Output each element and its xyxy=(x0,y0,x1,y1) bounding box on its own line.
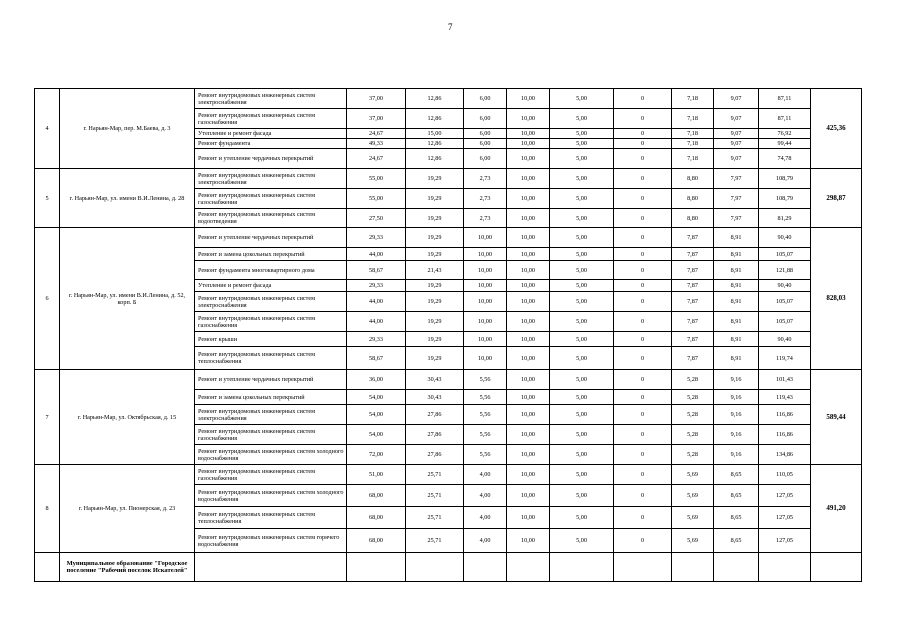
value-cell: 121,88 xyxy=(759,261,811,280)
value-cell: 30,43 xyxy=(406,390,464,405)
work-type-cell: Ремонт внутридомовых инженерных систем холодного водоснабжения xyxy=(195,445,347,465)
value-cell: 5,00 xyxy=(550,445,614,465)
value-cell: 2,73 xyxy=(464,209,507,228)
value-cell: 10,00 xyxy=(464,228,507,248)
total-cell: 589,44 xyxy=(811,370,862,465)
value-cell: 10,00 xyxy=(464,347,507,370)
value-cell: 0 xyxy=(614,445,672,465)
value-cell: 99,44 xyxy=(759,139,811,149)
table-row xyxy=(35,228,862,248)
work-type-cell: Ремонт внутридомовых инженерных систем теплоснабжения xyxy=(195,507,347,529)
value-cell: 0 xyxy=(614,292,672,312)
value-cell: 10,00 xyxy=(507,332,550,347)
value-cell: 19,29 xyxy=(406,347,464,370)
value-cell: 9,16 xyxy=(714,425,759,445)
value-cell: 0 xyxy=(614,189,672,209)
table-row xyxy=(35,465,862,485)
value-cell: 24,67 xyxy=(347,149,406,169)
row-index: 6 xyxy=(35,228,60,370)
value-cell: 8,65 xyxy=(714,507,759,529)
value-cell: 10,00 xyxy=(507,248,550,261)
value-cell: 7,18 xyxy=(672,139,714,149)
value-cell: 7,87 xyxy=(672,280,714,292)
work-type-cell: Ремонт внутридомовых инженерных систем газоснабжения xyxy=(195,312,347,332)
value-cell: 7,18 xyxy=(672,149,714,169)
value-cell: 5,69 xyxy=(672,507,714,529)
value-cell: 5,00 xyxy=(550,149,614,169)
empty-cell xyxy=(347,553,406,582)
value-cell: 30,43 xyxy=(406,370,464,390)
value-cell: 10,00 xyxy=(507,465,550,485)
value-cell: 108,79 xyxy=(759,189,811,209)
value-cell: 8,91 xyxy=(714,280,759,292)
value-cell: 81,29 xyxy=(759,209,811,228)
value-cell: 5,00 xyxy=(550,332,614,347)
total-cell: 828,03 xyxy=(811,228,862,370)
value-cell: 5,00 xyxy=(550,425,614,445)
value-cell: 10,00 xyxy=(507,189,550,209)
value-cell: 5,28 xyxy=(672,425,714,445)
value-cell: 0 xyxy=(614,370,672,390)
value-cell: 10,00 xyxy=(507,149,550,169)
value-cell: 29,33 xyxy=(347,332,406,347)
value-cell: 8,91 xyxy=(714,347,759,370)
work-type-cell: Ремонт внутридомовых инженерных систем теплоснабжения xyxy=(195,347,347,370)
value-cell: 10,00 xyxy=(507,292,550,312)
value-cell: 8,65 xyxy=(714,465,759,485)
work-type-cell: Ремонт внутридомовых инженерных систем горячего водоснабжения xyxy=(195,529,347,553)
value-cell: 0 xyxy=(614,332,672,347)
value-cell: 8,80 xyxy=(672,209,714,228)
value-cell: 116,86 xyxy=(759,405,811,425)
value-cell: 0 xyxy=(614,228,672,248)
value-cell: 4,00 xyxy=(464,507,507,529)
work-type-cell: Ремонт внутридомовых инженерных систем газоснабжения xyxy=(195,109,347,129)
value-cell: 44,00 xyxy=(347,292,406,312)
value-cell: 110,05 xyxy=(759,465,811,485)
value-cell: 0 xyxy=(614,465,672,485)
work-type-cell: Утепление и ремонт фасада xyxy=(195,280,347,292)
work-type-cell: Ремонт внутридомовых инженерных систем газоснабжения xyxy=(195,189,347,209)
work-type-cell: Ремонт внутридомовых инженерных систем электроснабжения xyxy=(195,405,347,425)
value-cell: 90,40 xyxy=(759,228,811,248)
value-cell: 25,71 xyxy=(406,529,464,553)
work-type-cell: Ремонт и замена цокольных перекрытий xyxy=(195,390,347,405)
value-cell: 9,16 xyxy=(714,405,759,425)
value-cell: 24,67 xyxy=(347,129,406,139)
value-cell: 4,00 xyxy=(464,465,507,485)
value-cell: 8,91 xyxy=(714,228,759,248)
value-cell: 5,00 xyxy=(550,228,614,248)
value-cell: 9,07 xyxy=(714,129,759,139)
value-cell: 19,29 xyxy=(406,209,464,228)
repair-cost-table xyxy=(34,88,862,582)
empty-cell xyxy=(714,553,759,582)
value-cell: 5,00 xyxy=(550,370,614,390)
value-cell: 72,00 xyxy=(347,445,406,465)
value-cell: 27,86 xyxy=(406,445,464,465)
address-cell: г. Нарьян-Мар, ул. Октябрьская, д. 15 xyxy=(60,370,195,465)
value-cell: 5,00 xyxy=(550,507,614,529)
value-cell: 25,71 xyxy=(406,465,464,485)
value-cell: 5,00 xyxy=(550,169,614,189)
work-type-cell: Ремонт внутридомовых инженерных систем газоснабжения xyxy=(195,465,347,485)
value-cell: 127,05 xyxy=(759,485,811,507)
value-cell: 10,00 xyxy=(507,209,550,228)
value-cell: 25,71 xyxy=(406,507,464,529)
value-cell: 7,97 xyxy=(714,209,759,228)
value-cell: 0 xyxy=(614,209,672,228)
table-row xyxy=(35,89,862,109)
work-type-cell: Ремонт внутридомовых инженерных систем газоснабжения xyxy=(195,425,347,445)
value-cell: 8,65 xyxy=(714,529,759,553)
value-cell: 5,00 xyxy=(550,248,614,261)
value-cell: 58,67 xyxy=(347,347,406,370)
value-cell: 12,86 xyxy=(406,109,464,129)
value-cell: 101,43 xyxy=(759,370,811,390)
municipality-row xyxy=(35,553,862,582)
value-cell: 76,92 xyxy=(759,129,811,139)
value-cell: 7,87 xyxy=(672,248,714,261)
address-cell: г. Нарьян-Мар, ул. Пионерская, д. 23 xyxy=(60,465,195,553)
value-cell: 5,28 xyxy=(672,445,714,465)
value-cell: 6,00 xyxy=(464,149,507,169)
value-cell: 0 xyxy=(614,390,672,405)
value-cell: 21,43 xyxy=(406,261,464,280)
value-cell: 0 xyxy=(614,425,672,445)
value-cell: 127,05 xyxy=(759,507,811,529)
value-cell: 5,28 xyxy=(672,370,714,390)
work-type-cell: Ремонт внутридомовых инженерных систем водоотведения xyxy=(195,209,347,228)
value-cell: 10,00 xyxy=(507,89,550,109)
empty-cell xyxy=(464,553,507,582)
value-cell: 68,00 xyxy=(347,507,406,529)
value-cell: 0 xyxy=(614,89,672,109)
value-cell: 49,33 xyxy=(347,139,406,149)
value-cell: 8,80 xyxy=(672,189,714,209)
value-cell: 12,86 xyxy=(406,139,464,149)
value-cell: 7,87 xyxy=(672,332,714,347)
value-cell: 0 xyxy=(614,109,672,129)
value-cell: 37,00 xyxy=(347,89,406,109)
value-cell: 58,67 xyxy=(347,261,406,280)
work-type-cell: Ремонт внутридомовых инженерных систем электроснабжения xyxy=(195,292,347,312)
value-cell: 0 xyxy=(614,529,672,553)
value-cell: 10,00 xyxy=(464,280,507,292)
value-cell: 55,00 xyxy=(347,189,406,209)
value-cell: 4,00 xyxy=(464,529,507,553)
value-cell: 5,00 xyxy=(550,465,614,485)
value-cell: 2,73 xyxy=(464,189,507,209)
work-type-cell: Ремонт внутридомовых инженерных систем холодного водоснабжения xyxy=(195,485,347,507)
value-cell: 9,16 xyxy=(714,445,759,465)
value-cell: 90,40 xyxy=(759,280,811,292)
value-cell: 19,29 xyxy=(406,312,464,332)
value-cell: 15,00 xyxy=(406,129,464,139)
value-cell: 19,29 xyxy=(406,332,464,347)
value-cell: 0 xyxy=(614,129,672,139)
value-cell: 4,00 xyxy=(464,485,507,507)
empty-cell xyxy=(507,553,550,582)
value-cell: 5,56 xyxy=(464,370,507,390)
work-type-cell: Ремонт и утепление чердачных перекрытий xyxy=(195,370,347,390)
value-cell: 5,00 xyxy=(550,529,614,553)
table-row xyxy=(35,370,862,390)
value-cell: 10,00 xyxy=(507,109,550,129)
municipality-name: Муниципальное образование "Городское поселение "Рабочий поселок Искателей" xyxy=(60,553,195,582)
value-cell: 7,18 xyxy=(672,89,714,109)
value-cell: 10,00 xyxy=(507,139,550,149)
value-cell: 0 xyxy=(614,139,672,149)
value-cell: 29,33 xyxy=(347,280,406,292)
empty-cell xyxy=(35,553,60,582)
value-cell: 8,91 xyxy=(714,248,759,261)
value-cell: 87,11 xyxy=(759,89,811,109)
value-cell: 0 xyxy=(614,405,672,425)
value-cell: 8,65 xyxy=(714,485,759,507)
table-row xyxy=(35,169,862,189)
value-cell: 10,00 xyxy=(464,261,507,280)
value-cell: 10,00 xyxy=(507,405,550,425)
value-cell: 5,00 xyxy=(550,129,614,139)
value-cell: 54,00 xyxy=(347,390,406,405)
work-type-cell: Ремонт и утепление чердачных перекрытий xyxy=(195,149,347,169)
value-cell: 8,91 xyxy=(714,312,759,332)
value-cell: 6,00 xyxy=(464,89,507,109)
work-type-cell: Ремонт внутридомовых инженерных систем электроснабжения xyxy=(195,89,347,109)
value-cell: 0 xyxy=(614,261,672,280)
value-cell: 19,29 xyxy=(406,292,464,312)
row-index: 7 xyxy=(35,370,60,465)
value-cell: 44,00 xyxy=(347,248,406,261)
value-cell: 87,11 xyxy=(759,109,811,129)
value-cell: 10,00 xyxy=(464,332,507,347)
value-cell: 0 xyxy=(614,149,672,169)
work-type-cell: Ремонт и утепление чердачных перекрытий xyxy=(195,228,347,248)
value-cell: 10,00 xyxy=(507,129,550,139)
table-body xyxy=(35,89,862,582)
value-cell: 5,69 xyxy=(672,529,714,553)
value-cell: 10,00 xyxy=(464,248,507,261)
empty-cell xyxy=(406,553,464,582)
value-cell: 9,07 xyxy=(714,149,759,169)
value-cell: 29,33 xyxy=(347,228,406,248)
value-cell: 7,18 xyxy=(672,129,714,139)
value-cell: 105,07 xyxy=(759,312,811,332)
value-cell: 10,00 xyxy=(464,312,507,332)
value-cell: 7,87 xyxy=(672,292,714,312)
value-cell: 27,50 xyxy=(347,209,406,228)
value-cell: 5,00 xyxy=(550,405,614,425)
value-cell: 5,00 xyxy=(550,485,614,507)
value-cell: 9,16 xyxy=(714,370,759,390)
value-cell: 7,97 xyxy=(714,169,759,189)
value-cell: 10,00 xyxy=(507,507,550,529)
value-cell: 105,07 xyxy=(759,248,811,261)
value-cell: 19,29 xyxy=(406,248,464,261)
value-cell: 6,00 xyxy=(464,109,507,129)
value-cell: 5,00 xyxy=(550,390,614,405)
value-cell: 9,07 xyxy=(714,139,759,149)
value-cell: 54,00 xyxy=(347,425,406,445)
value-cell: 5,00 xyxy=(550,189,614,209)
value-cell: 68,00 xyxy=(347,529,406,553)
value-cell: 55,00 xyxy=(347,169,406,189)
address-cell: г. Нарьян-Мар, пер. М.Баева, д. 3 xyxy=(60,89,195,169)
value-cell: 5,69 xyxy=(672,485,714,507)
work-type-cell: Утепление и ремонт фасада xyxy=(195,129,347,139)
row-index: 5 xyxy=(35,169,60,228)
value-cell: 6,00 xyxy=(464,129,507,139)
value-cell: 5,28 xyxy=(672,405,714,425)
value-cell: 7,87 xyxy=(672,228,714,248)
value-cell: 10,00 xyxy=(464,292,507,312)
empty-cell xyxy=(672,553,714,582)
value-cell: 0 xyxy=(614,169,672,189)
address-cell: г. Нарьян-Мар, ул. имени В.И.Ленина, д. 28 xyxy=(60,169,195,228)
value-cell: 10,00 xyxy=(507,312,550,332)
value-cell: 0 xyxy=(614,280,672,292)
value-cell: 5,00 xyxy=(550,280,614,292)
work-type-cell: Ремонт и замена цокольных перекрытий xyxy=(195,248,347,261)
value-cell: 5,00 xyxy=(550,89,614,109)
value-cell: 51,00 xyxy=(347,465,406,485)
value-cell: 7,97 xyxy=(714,189,759,209)
value-cell: 12,86 xyxy=(406,149,464,169)
empty-cell xyxy=(550,553,614,582)
value-cell: 108,79 xyxy=(759,169,811,189)
value-cell: 7,87 xyxy=(672,347,714,370)
empty-cell xyxy=(195,553,347,582)
value-cell: 19,29 xyxy=(406,189,464,209)
value-cell: 0 xyxy=(614,347,672,370)
value-cell: 5,28 xyxy=(672,390,714,405)
value-cell: 74,78 xyxy=(759,149,811,169)
page-number: 7 xyxy=(448,22,453,32)
value-cell: 36,00 xyxy=(347,370,406,390)
value-cell: 90,40 xyxy=(759,332,811,347)
value-cell: 10,00 xyxy=(507,280,550,292)
value-cell: 5,56 xyxy=(464,425,507,445)
value-cell: 25,71 xyxy=(406,485,464,507)
value-cell: 5,00 xyxy=(550,139,614,149)
value-cell: 10,00 xyxy=(507,390,550,405)
total-cell: 298,87 xyxy=(811,169,862,228)
value-cell: 10,00 xyxy=(507,261,550,280)
value-cell: 8,91 xyxy=(714,292,759,312)
value-cell: 105,07 xyxy=(759,292,811,312)
value-cell: 8,80 xyxy=(672,169,714,189)
value-cell: 8,91 xyxy=(714,261,759,280)
value-cell: 5,69 xyxy=(672,465,714,485)
value-cell: 5,00 xyxy=(550,312,614,332)
value-cell: 37,00 xyxy=(347,109,406,129)
value-cell: 7,87 xyxy=(672,261,714,280)
value-cell: 10,00 xyxy=(507,169,550,189)
value-cell: 0 xyxy=(614,248,672,261)
value-cell: 9,16 xyxy=(714,390,759,405)
value-cell: 0 xyxy=(614,312,672,332)
value-cell: 10,00 xyxy=(507,485,550,507)
empty-cell xyxy=(811,553,862,582)
value-cell: 8,91 xyxy=(714,332,759,347)
value-cell: 10,00 xyxy=(507,228,550,248)
value-cell: 7,18 xyxy=(672,109,714,129)
value-cell: 9,07 xyxy=(714,109,759,129)
value-cell: 68,00 xyxy=(347,485,406,507)
value-cell: 127,05 xyxy=(759,529,811,553)
value-cell: 0 xyxy=(614,485,672,507)
value-cell: 12,86 xyxy=(406,89,464,109)
value-cell: 0 xyxy=(614,507,672,529)
value-cell: 5,56 xyxy=(464,445,507,465)
value-cell: 10,00 xyxy=(507,425,550,445)
value-cell: 10,00 xyxy=(507,370,550,390)
value-cell: 27,86 xyxy=(406,425,464,445)
row-index: 4 xyxy=(35,89,60,169)
value-cell: 10,00 xyxy=(507,529,550,553)
work-type-cell: Ремонт фундамента многоквартирного дома xyxy=(195,261,347,280)
value-cell: 7,87 xyxy=(672,312,714,332)
value-cell: 10,00 xyxy=(507,445,550,465)
empty-cell xyxy=(759,553,811,582)
value-cell: 9,07 xyxy=(714,89,759,109)
work-type-cell: Ремонт крыши xyxy=(195,332,347,347)
value-cell: 5,56 xyxy=(464,390,507,405)
total-cell: 491,20 xyxy=(811,465,862,553)
value-cell: 19,29 xyxy=(406,228,464,248)
work-type-cell: Ремонт внутридомовых инженерных систем электроснабжения xyxy=(195,169,347,189)
value-cell: 44,00 xyxy=(347,312,406,332)
value-cell: 5,00 xyxy=(550,292,614,312)
row-index: 8 xyxy=(35,465,60,553)
value-cell: 134,86 xyxy=(759,445,811,465)
value-cell: 2,73 xyxy=(464,169,507,189)
address-cell: г. Нарьян-Мар, ул. имени В.И.Ленина, д. 52, корп. Б xyxy=(60,228,195,370)
total-cell: 425,36 xyxy=(811,89,862,169)
value-cell: 119,74 xyxy=(759,347,811,370)
value-cell: 19,29 xyxy=(406,169,464,189)
value-cell: 10,00 xyxy=(507,347,550,370)
value-cell: 5,56 xyxy=(464,405,507,425)
value-cell: 54,00 xyxy=(347,405,406,425)
value-cell: 5,00 xyxy=(550,261,614,280)
value-cell: 5,00 xyxy=(550,109,614,129)
work-type-cell: Ремонт фундамента xyxy=(195,139,347,149)
value-cell: 116,86 xyxy=(759,425,811,445)
value-cell: 5,00 xyxy=(550,209,614,228)
value-cell: 19,29 xyxy=(406,280,464,292)
value-cell: 27,86 xyxy=(406,405,464,425)
value-cell: 119,43 xyxy=(759,390,811,405)
value-cell: 5,00 xyxy=(550,347,614,370)
empty-cell xyxy=(614,553,672,582)
value-cell: 6,00 xyxy=(464,139,507,149)
